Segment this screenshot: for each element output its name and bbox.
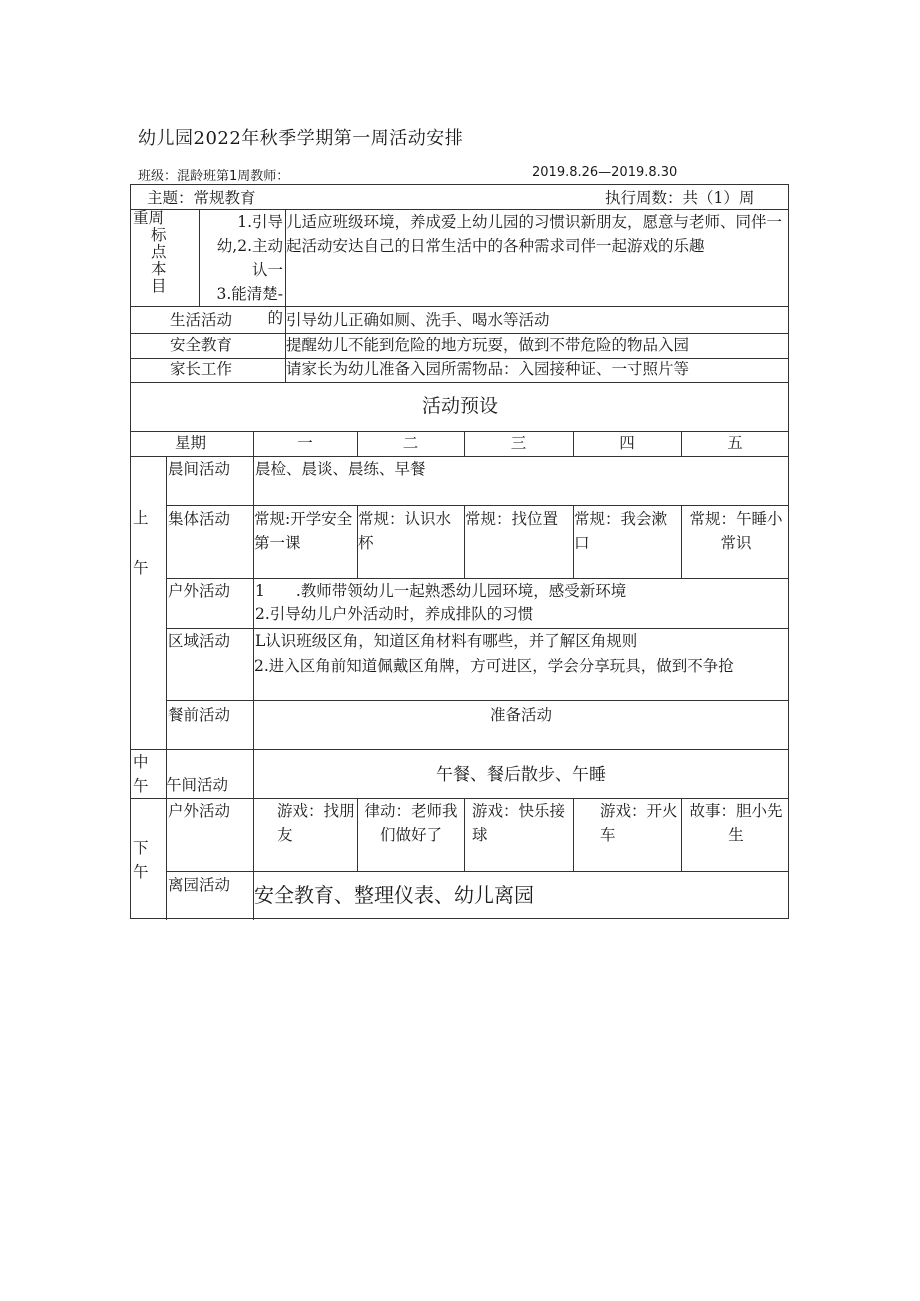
safety-label: 安全教育 <box>170 336 233 354</box>
leave-activity-text: 安全教育、整理仪表、幼儿离园 <box>254 883 534 907</box>
area-activity-label: 区域活动 <box>168 632 231 650</box>
area-line-2: 2.进入区角前知道佩戴区角牌，方可进区，学会分享玩具，做到不争抢 <box>254 657 734 675</box>
afternoon-outdoor-fri: 故事：胆小先生 <box>689 802 783 844</box>
day-wed: 三 <box>510 434 527 452</box>
rule <box>357 798 358 871</box>
afternoon-outdoor-mon: 游戏：找朋友 <box>277 802 355 844</box>
rule <box>166 505 788 506</box>
afternoon-outdoor-label: 户外活动 <box>168 802 231 820</box>
rule <box>166 700 788 701</box>
group-activity-mon: 常规:开学安全第一课 <box>254 510 353 552</box>
meal-activity-text: 准备活动 <box>489 706 552 724</box>
period-noon: 中 午 <box>133 753 149 795</box>
parent-work-label: 家长工作 <box>170 360 233 378</box>
period-morning-1: 上 <box>133 509 149 527</box>
afternoon-outdoor-thu: 游戏：开火车 <box>600 802 678 844</box>
goals-label: 重周 标 点 本 目 <box>133 209 167 295</box>
rule <box>166 871 788 872</box>
period-morning-2: 午 <box>133 559 149 577</box>
noon-activity-text: 午餐、餐后散步、午睡 <box>436 765 606 785</box>
group-activity-label: 集体活动 <box>168 510 231 528</box>
preset-title: 活动预设 <box>421 395 498 417</box>
afternoon-outdoor-tue: 律动：老师我们做好了 <box>364 802 458 844</box>
meal-activity-label: 餐前活动 <box>168 706 231 724</box>
area-line-1: L认识班级区角，知道区角材料有哪些，并了解区角规则 <box>255 632 638 650</box>
group-activity-thu: 常规：我会漱口 <box>574 510 668 552</box>
outdoor-activity-label: 户外活动 <box>168 582 231 600</box>
group-activity-tue: 常规：认识水杯 <box>358 510 452 552</box>
rule <box>166 456 167 920</box>
rule <box>131 749 788 750</box>
execution-weeks: 执行周数：共（1）周 <box>605 189 755 207</box>
rule <box>464 798 465 871</box>
rule <box>573 798 574 871</box>
day-fri: 五 <box>727 434 743 452</box>
date-range: 2019.8.26—2019.8.30 <box>532 165 678 180</box>
noon-activity-label: 午间活动 <box>166 776 229 794</box>
weekday-label: 星期 <box>175 434 207 452</box>
group-activity-fri: 常规：午睡小常识 <box>689 510 783 552</box>
day-tue: 二 <box>402 434 419 452</box>
rule <box>681 798 682 871</box>
theme-label: 主题：常规教育 <box>147 189 256 207</box>
leave-activity-label: 离园活动 <box>168 876 231 894</box>
rule <box>681 505 682 578</box>
day-thu: 四 <box>619 434 635 452</box>
life-activity-text: 引导幼儿正确如厕、洗手、喝水等活动 <box>286 311 550 329</box>
life-activity-label: 生活活动 <box>170 311 233 329</box>
safety-text: 提醒幼儿不能到危险的地方玩耍，做到不带危险的物品入园 <box>286 336 690 354</box>
morning-activity-label: 晨间活动 <box>168 460 231 478</box>
goals-text: 儿适应班级环境，养成爱上幼儿园的习惯识新朋友，愿意与老师、同伴一起活动安达自己的日常生活中的各种需求司伴一起游戏的乐趣 <box>286 213 783 255</box>
goals-numbering: 1.引导 幼,2.主动 认一 3.能清楚- 的 <box>216 213 283 327</box>
rule <box>131 382 788 383</box>
period-afternoon: 下 午 <box>133 839 149 881</box>
page-title: 幼儿园2022年秋季学期第一周活动安排 <box>138 128 464 149</box>
afternoon-outdoor-wed: 游戏：快乐接球 <box>472 802 566 844</box>
class-teacher-line: 班级：混龄班第1周教师： <box>138 169 290 184</box>
outdoor-line-1: 1 .教师带领幼儿一起熟悉幼儿园环境，感受新环境 <box>255 582 627 600</box>
group-activity-wed: 常规：找位置 <box>465 510 559 528</box>
parent-work-text: 请家长为幼儿准备入园所需物品：入园接种证、一寸照片等 <box>286 360 690 378</box>
morning-activity-text: 晨检、晨谈、晨练、早餐 <box>255 460 426 478</box>
outdoor-line-2: 2.引导幼儿户外活动时，养成排队的习惯 <box>255 605 534 623</box>
day-mon: 一 <box>297 434 313 452</box>
